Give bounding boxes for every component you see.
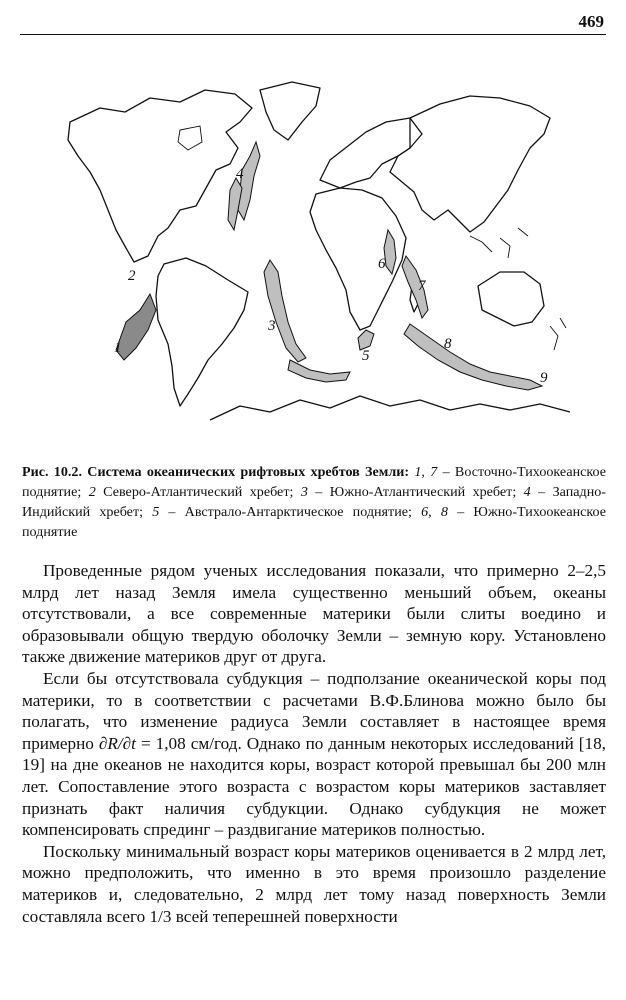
figure-label-1: 1 [114, 340, 122, 356]
hudson-bay [178, 126, 202, 150]
paragraph-3: Поскольку минимальный возраст коры материков оценивается в 2 млрд лет, можно предположить, что именно в это время произошло разделение материков и, следовательно, 2 млрд лет тому назад поверхность Земли составляла всего 1/3 всей теперешней поверхности [22, 841, 606, 926]
caption-num-4: 4 [523, 484, 531, 500]
figure-label-8: 8 [444, 336, 452, 352]
caption-sep-8: – Южно-Тихоокеанское поднятие [22, 504, 607, 540]
paragraph-2-part-a: Если бы отсутствовала субдукция – подползание океанической коры под материки, то в соответствии с расчетами В.Ф.Блинова можно было бы полагать, что изменение радиуса Земли составляет в настоящее время примерно [22, 668, 606, 753]
figure-label-2: 2 [128, 268, 136, 284]
world-rift-map-figure [30, 60, 596, 450]
figure-label-4: 4 [236, 166, 244, 182]
antarctica-outline [210, 396, 570, 420]
australia-outline [478, 272, 544, 326]
figure-label-9: 9 [540, 370, 548, 386]
caption-sep-3: – Южно-Атлантический хребет; [307, 484, 524, 500]
caption-sep-6: , [428, 504, 441, 520]
caption-num-3: 3 [300, 484, 308, 500]
caption-title: Рис. 10.2. Система океанических рифтовых хребтов Земли: [22, 464, 410, 480]
figure-label-3: 3 [268, 318, 276, 334]
page-number: 469 [578, 12, 604, 31]
caption-num-8: 8 [440, 504, 448, 520]
europe-outline [320, 118, 422, 188]
figure-label-6: 6 [378, 256, 386, 272]
caption-sep-5: – Австрало-Антарктическое поднятие; [159, 504, 422, 520]
paragraph-2 [22, 668, 606, 841]
north-america-outline [68, 90, 252, 262]
figure-caption [22, 462, 606, 542]
caption-sep-2: Северо-Атлантический хребет; [95, 484, 301, 500]
new-zealand [550, 318, 566, 350]
paragraph-2-part-b: = 1,08 см/год. Однако по данным некоторых исследований [18, 19] на дне океанов не находится коры, возраст которой превышал бы 200 млн лет. Сопоставление этого возраста с возрастом коры материков заставляет признать факт наличия субдукции. Однако субдукция не может компенсировать спрединг – раздвигание материков полностью. [22, 733, 606, 840]
ridge-6-south-pacific [384, 230, 396, 274]
greenland-outline [260, 82, 320, 140]
paragraph-1: Проведенные рядом ученых исследования показали, что примерно 2–2,5 млрд лет назад Земля имела существенно меньший объем, океаны отсутствовали, а все современные материки были слиты воедино и образовывали общую твердую оболочку Земли – земную кору. Установлено также движение материков друг от друга. [22, 561, 606, 667]
figure-label-7: 7 [418, 278, 426, 294]
caption-num-5: 5 [152, 504, 160, 520]
asia-outline [390, 96, 550, 232]
ridge-8-south-pacific [404, 324, 542, 390]
caption-num-2: 2 [88, 484, 96, 500]
caption-sep-7: – Восточно-Тихоокеанское поднятие; [22, 464, 606, 500]
caption-sep-4: – Западно-Индийский хребет; [22, 484, 606, 520]
south-america-outline [156, 258, 248, 406]
header-rule [20, 34, 606, 35]
caption-num-7: 7 [430, 464, 438, 480]
southeast-asia-islands [470, 228, 528, 258]
world-map [30, 60, 596, 450]
ridge-3-south-atlantic [264, 260, 306, 362]
caption-sep-1: , [421, 464, 431, 480]
ridge-1-east-pacific-rise [116, 294, 156, 360]
ridge-southern-arc [288, 360, 350, 382]
ridge-5-australo-antarctic [358, 330, 374, 350]
paragraph-2-formula: ∂R/∂t [98, 733, 136, 753]
caption-num-6: 6 [421, 504, 429, 520]
body-text [22, 560, 606, 927]
figure-label-5: 5 [362, 348, 370, 364]
caption-num-1: 1 [414, 464, 422, 480]
